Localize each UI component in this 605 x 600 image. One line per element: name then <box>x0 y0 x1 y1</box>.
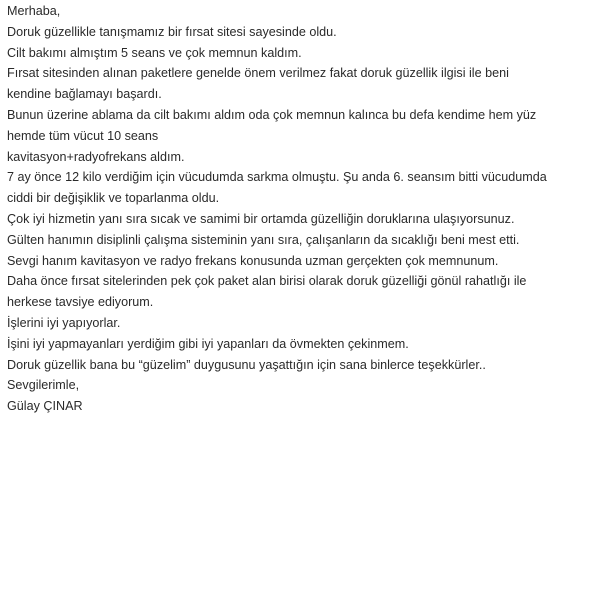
letter-closing: Sevgilerimle, <box>7 378 80 393</box>
letter-line: Doruk güzellikle tanışmamız bir fırsat sitesi sayesinde oldu. <box>7 24 337 39</box>
letter-line: Fırsat sitesinden alınan paketlere genelde önem verilmez fakat doruk güzellik ilgisi ile beni <box>7 66 509 81</box>
letter-greeting: Merhaba, <box>7 4 61 18</box>
letter-line: herkese tavsiye ediyorum. <box>7 295 154 310</box>
testimonial-letter <box>7 0 597 417</box>
letter-line: Sevgi hanım kavitasyon ve radyo frekans konusunda uzman gerçekten çok memnunum. <box>7 253 499 268</box>
letter-line: Cilt bakımı almıştım 5 seans ve çok memnun kaldım. <box>7 45 302 60</box>
letter-line: kavitasyon+radyofrekans aldım. <box>7 149 185 164</box>
letter-line: hemde tüm vücut 10 seans <box>7 128 159 143</box>
letter-line: 7 ay önce 12 kilo verdiğim için vücudumda sarkma olmuştu. Şu anda 6. seansım bitti vücudumda <box>7 170 547 185</box>
letter-line: kendine bağlamayı başardı. <box>7 87 162 102</box>
letter-line: Bunun üzerine ablama da cilt bakımı aldım oda çok memnun kalınca bu defa kendime hem yüz <box>7 107 537 122</box>
letter-line: Daha önce fırsat sitelerinden pek çok paket alan birisi olarak doruk güzelliği gönül rahatlığı ile <box>7 274 527 289</box>
letter-line: Gülten hanımın disiplinli çalışma sisteminin yanı sıra, çalışanların da sıcaklığı beni mest etti. <box>7 232 520 247</box>
letter-line: İşlerini iyi yapıyorlar. <box>7 315 121 330</box>
letter-line: ciddi bir değişiklik ve toparlanma oldu. <box>7 191 220 206</box>
letter-signature: Gülay ÇINAR <box>7 399 83 414</box>
letter-line: Çok iyi hizmetin yanı sıra sıcak ve samimi bir ortamda güzelliğin doruklarına ulaşıyorsunuz. <box>7 211 515 226</box>
letter-line: Doruk güzellik bana bu “güzelim” duygusunu yaşattığın için sana binlerce teşekkürler.. <box>7 357 486 372</box>
letter-line: İşini iyi yapmayanları yerdiğim gibi iyi yapanları da övmekten çekinmem. <box>7 336 409 351</box>
